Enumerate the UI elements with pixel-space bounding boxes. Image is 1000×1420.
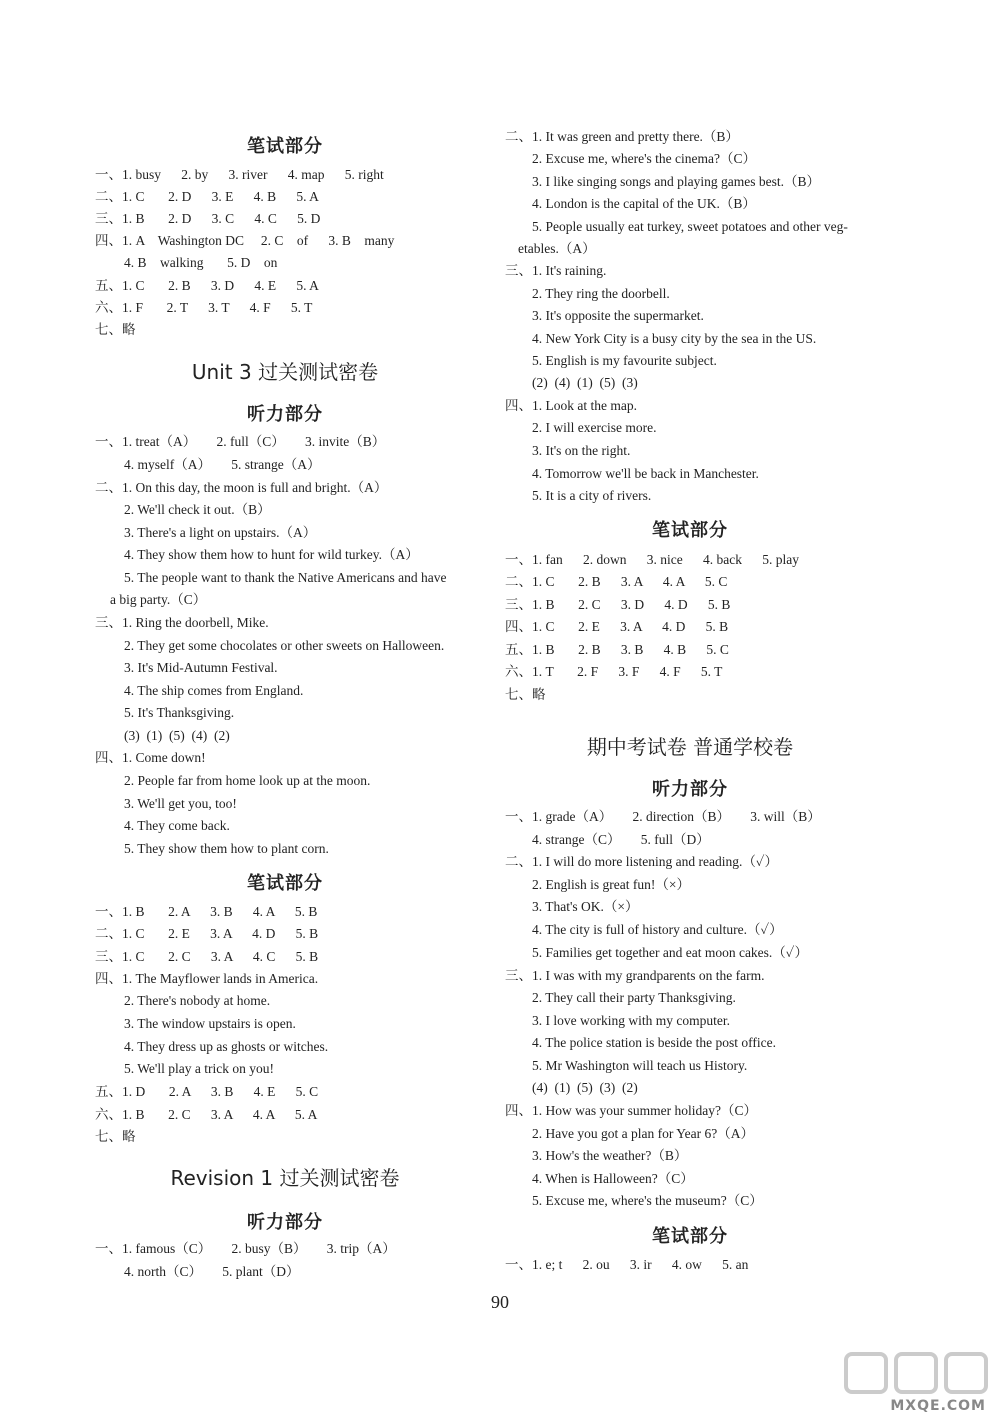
answer-line: a big party.（C） <box>110 592 207 607</box>
answer-line: 5. People usually eat turkey, sweet potatoes and other veg- <box>532 219 848 234</box>
answer-line: 3. How's the weather?（B） <box>532 1148 688 1163</box>
answer-line: 3. It's on the right. <box>532 443 631 458</box>
answer-line: 2. People far from home look up at the moon. <box>124 773 371 788</box>
section-heading: 笔试部分 <box>652 520 728 541</box>
answer-line: 六、1. B 2. C 3. A 4. A 5. A <box>95 1107 318 1122</box>
answer-line: 2. Excuse me, where's the cinema?（C） <box>532 151 756 166</box>
answer-line: 3. It's opposite the supermarket. <box>532 308 704 323</box>
answer-line: 2. We'll check it out.（B） <box>124 502 271 517</box>
answer-line: 4. Tomorrow we'll be back in Manchester. <box>532 466 759 481</box>
section-heading: 笔试部分 <box>247 136 323 157</box>
answer-line: 5. Families get together and eat moon cakes.（✓） <box>532 945 809 960</box>
answer-line: 三、1. B 2. D 3. C 4. C 5. D <box>95 211 321 226</box>
answer-line: 3. There's a light on upstairs.（A） <box>124 525 317 540</box>
section-heading: 听力部分 <box>247 404 323 425</box>
answer-line: 4. The ship comes from England. <box>124 683 304 698</box>
answer-line: 三、1. Ring the doorbell, Mike. <box>95 615 269 630</box>
answer-line: 六、1. T 2. F 3. F 4. F 5. T <box>505 664 723 679</box>
answer-line: 2. They ring the doorbell. <box>532 286 670 301</box>
unit-title: 期中考试卷 普通学校卷 <box>586 735 794 759</box>
answer-line: 二、1. On this day, the moon is full and bright.（A） <box>95 480 388 495</box>
answer-line: 三、1. I was with my grandparents on the farm. <box>505 968 765 983</box>
answer-line: 四、1. The Mayflower lands in America. <box>95 971 319 986</box>
answer-line: 5. The people want to thank the Native Americans and have <box>124 570 447 585</box>
answer-line: 七、略 <box>505 687 546 702</box>
answer-line: 4. The city is full of history and culture.（✓） <box>532 922 783 937</box>
answer-line: 四、1. How was your summer holiday?（C） <box>505 1103 757 1118</box>
watermark-text: MXQE.COM <box>890 1398 986 1414</box>
answer-line: 5. Mr Washington will teach us History. <box>532 1058 748 1073</box>
answer-line: 一、1. e; t 2. ou 3. ir 4. ow 5. an <box>505 1257 749 1272</box>
answer-line: 3. We'll get you, too! <box>124 796 237 811</box>
answer-line: 一、1. treat（A） 2. full（C） 3. invite（B） <box>95 434 386 449</box>
answer-line: 4. north（C） 5. plant（D） <box>124 1264 300 1279</box>
unit-title: Unit 3 过关测试密卷 <box>191 360 379 384</box>
answer-line: 一、1. famous（C） 2. busy（B） 3. trip（A） <box>95 1241 396 1256</box>
answer-line: 二、1. C 2. B 3. A 4. A 5. C <box>505 574 728 589</box>
answer-line: 2. English is great fun!（×） <box>532 877 690 892</box>
answer-line: 2. There's nobody at home. <box>124 993 271 1008</box>
answer-line: 4. They dress up as ghosts or witches. <box>124 1039 329 1054</box>
section-heading: 听力部分 <box>652 779 728 800</box>
answer-line: 二、1. C 2. E 3. A 4. D 5. B <box>95 926 319 941</box>
answer-line: 4. myself（A） 5. strange（A） <box>124 457 321 472</box>
answer-line: 五、1. C 2. B 3. D 4. E 5. A <box>95 278 319 293</box>
answer-line: 4. London is the capital of the UK.（B） <box>532 196 756 211</box>
answer-line: 四、1. A Washington DC 2. C of 3. B many <box>95 233 395 248</box>
answer-line: 4. They come back. <box>124 818 230 833</box>
answer-line: 二、1. C 2. D 3. E 4. B 5. A <box>95 189 319 204</box>
answer-line: 五、1. B 2. B 3. B 4. B 5. C <box>505 642 729 657</box>
section-heading: 听力部分 <box>247 1212 323 1233</box>
answer-line: 4. They show them how to hunt for wild turkey.（A） <box>124 547 419 562</box>
answer-line: 一、1. B 2. A 3. B 4. A 5. B <box>95 904 318 919</box>
answer-line: 一、1. fan 2. down 3. nice 4. back 5. play <box>505 552 799 567</box>
answer-line: 3. I like singing songs and playing games best.（B） <box>532 174 820 189</box>
answer-line: 4. B walking 5. D on <box>124 255 278 270</box>
answer-line: (4) (1) (5) (3) (2) <box>532 1080 638 1095</box>
answer-line: 5. We'll play a trick on you! <box>124 1061 274 1076</box>
answer-line: 5. Excuse me, where's the museum?（C） <box>532 1193 763 1208</box>
answer-line: 二、1. I will do more listening and reading.（✓） <box>505 854 779 869</box>
answer-line: 一、1. busy 2. by 3. river 4. map 5. right <box>95 167 384 182</box>
answer-line: 三、1. It's raining. <box>505 263 607 278</box>
answer-line: 4. New York City is a busy city by the sea in the US. <box>532 331 817 346</box>
answer-line: 四、1. Come down! <box>95 750 206 765</box>
answer-line: (3) (1) (5) (4) (2) <box>124 728 230 743</box>
unit-title: Revision 1 过关测试密卷 <box>170 1166 400 1190</box>
answer-line: 4. strange（C） 5. full（D） <box>532 832 710 847</box>
answer-line: 3. It's Mid-Autumn Festival. <box>124 660 278 675</box>
section-heading: 笔试部分 <box>652 1226 728 1247</box>
answer-line: 5. English is my favourite subject. <box>532 353 717 368</box>
section-heading: 笔试部分 <box>247 873 323 894</box>
answer-line: 五、1. D 2. A 3. B 4. E 5. C <box>95 1084 319 1099</box>
page-number: 90 <box>491 1292 509 1312</box>
answer-line: 2. Have you got a plan for Year 6?（A） <box>532 1126 754 1141</box>
answer-line: 3. I love working with my computer. <box>532 1013 730 1028</box>
answer-line: 2. I will exercise more. <box>532 420 657 435</box>
answer-line: 七、略 <box>95 1129 136 1144</box>
answer-line: 2. They call their party Thanksgiving. <box>532 990 736 1005</box>
answer-line: 5. They show them how to plant corn. <box>124 841 329 856</box>
answer-line: 二、1. It was green and pretty there.（B） <box>505 129 739 144</box>
answer-line: 4. The police station is beside the post office. <box>532 1035 776 1050</box>
answer-line: 三、1. B 2. C 3. D 4. D 5. B <box>505 597 731 612</box>
answer-line: etables.（A） <box>518 241 596 256</box>
answer-line: 2. They get some chocolates or other sweets on Halloween. <box>124 638 445 653</box>
answer-line: (2) (4) (1) (5) (3) <box>532 375 638 390</box>
answer-line: 四、1. C 2. E 3. A 4. D 5. B <box>505 619 729 634</box>
answer-line: 四、1. Look at the map. <box>505 398 637 413</box>
answer-line: 三、1. C 2. C 3. A 4. C 5. B <box>95 949 319 964</box>
answer-line: 5. It's Thanksgiving. <box>124 705 235 720</box>
answer-line: 一、1. grade（A） 2. direction（B） 3. will（B） <box>505 809 821 824</box>
answer-line: 4. When is Halloween?（C） <box>532 1171 694 1186</box>
answer-line: 5. It is a city of rivers. <box>532 488 652 503</box>
answer-line: 六、1. F 2. T 3. T 4. F 5. T <box>95 300 313 315</box>
answer-line: 七、略 <box>95 322 136 337</box>
answer-line: 3. The window upstairs is open. <box>124 1016 296 1031</box>
answer-line: 3. That's OK.（×） <box>532 899 639 914</box>
